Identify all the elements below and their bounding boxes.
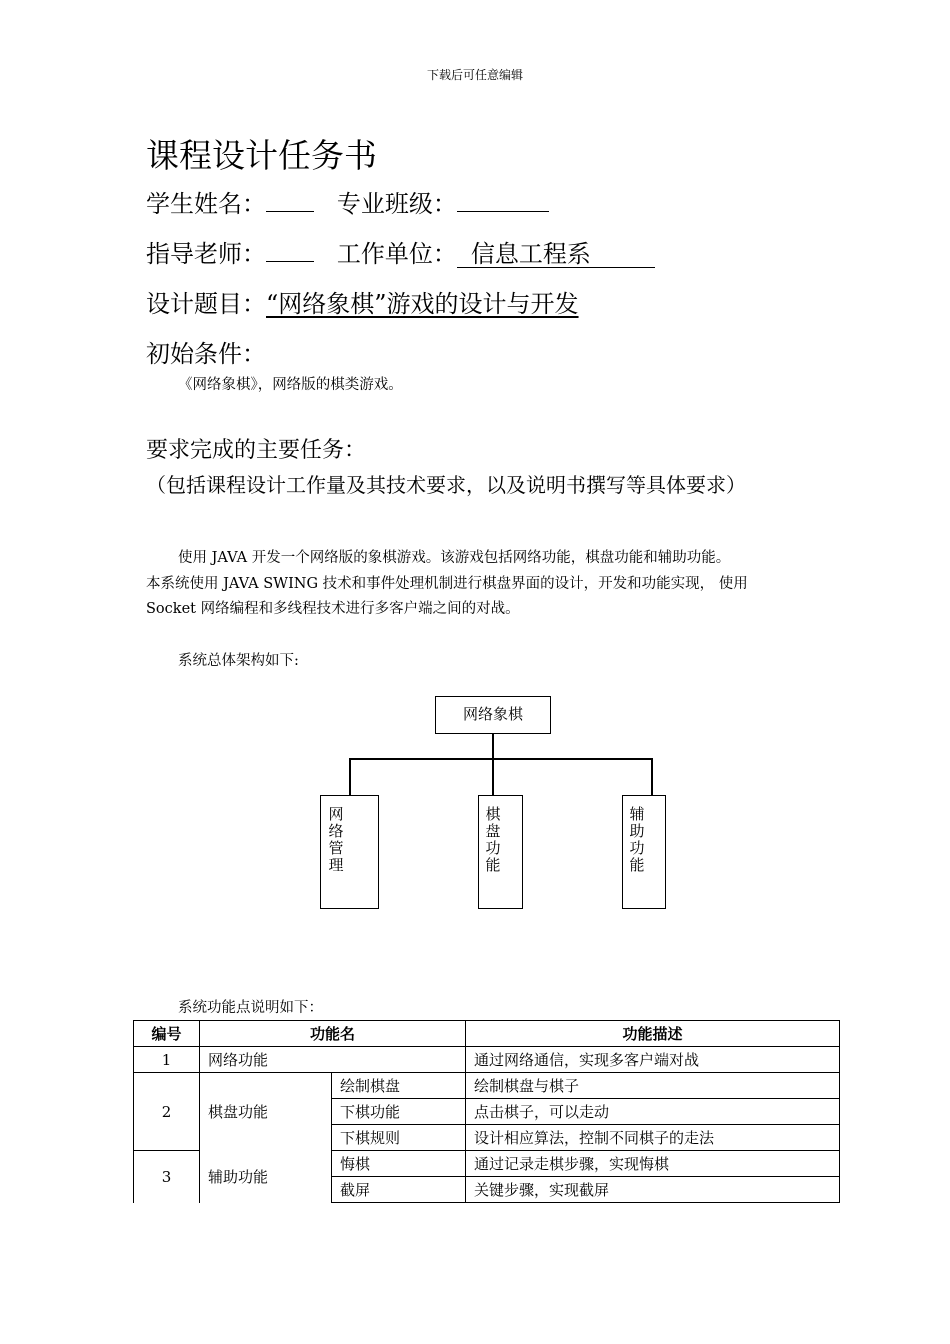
page-header: 下载后可任意编辑 bbox=[426, 68, 523, 82]
cell-number: 3 bbox=[134, 1151, 200, 1203]
diagram-child-network bbox=[320, 795, 379, 909]
student-label: 学生姓名： bbox=[146, 190, 266, 218]
cell-name: 网络功能 bbox=[200, 1047, 466, 1073]
connector-middle bbox=[492, 758, 494, 796]
cell-sub: 下棋规则 bbox=[332, 1125, 466, 1151]
topic-row bbox=[146, 284, 579, 319]
major-label: 专业班级： bbox=[336, 190, 457, 218]
topic-value: “网络象棋”游戏的设计与开发 bbox=[266, 290, 579, 318]
table-caption: 系统功能点说明如下： bbox=[178, 1000, 323, 1016]
diagram-child-aux bbox=[622, 795, 666, 909]
cell-desc: 通过网络通信，实现多客户端对战 bbox=[466, 1047, 840, 1073]
cell-desc: 关键步骤，实现截屏 bbox=[466, 1177, 840, 1203]
diagram-child-board bbox=[478, 795, 523, 909]
teacher-row bbox=[146, 234, 655, 269]
cell-number: 2 bbox=[134, 1073, 200, 1151]
tasks-heading: 要求完成的主要任务： bbox=[146, 438, 367, 463]
para1-line1: 使用 JAVA 开发一个网络版的象棋游戏。该游戏包括网络功能，棋盘功能和辅助功能。 bbox=[178, 550, 731, 566]
header-function-desc: 功能描述 bbox=[466, 1021, 840, 1047]
connector-left bbox=[349, 758, 351, 796]
cell-sub: 悔棋 bbox=[332, 1151, 466, 1177]
para1-line2: 本系统使用 JAVA SWING 技术和事件处理机制进行棋盘界面的设计，开发和功能实现， 使用 bbox=[146, 576, 748, 592]
function-table bbox=[133, 1020, 840, 1203]
page-title: 课程设计任务书 bbox=[146, 136, 377, 175]
table-row bbox=[134, 1047, 840, 1073]
cell-sub: 下棋功能 bbox=[332, 1099, 466, 1125]
cell-desc: 点击棋子，可以走动 bbox=[466, 1099, 840, 1125]
cell-name: 棋盘功能 bbox=[200, 1073, 332, 1151]
header-number: 编号 bbox=[134, 1021, 200, 1047]
para1-line3: Socket 网络编程和多线程技术进行多客户端之间的对战。 bbox=[146, 601, 520, 617]
diagram-child-board-label: 棋盘功能 bbox=[485, 805, 501, 874]
connector-horizontal bbox=[349, 758, 652, 760]
student-blank bbox=[266, 189, 314, 212]
tasks-subheading: （包括课程设计工作量及其技术要求，以及说明书撰写等具体要求） bbox=[146, 473, 746, 497]
cell-number: 1 bbox=[134, 1047, 200, 1073]
major-blank bbox=[457, 189, 549, 212]
student-row bbox=[146, 184, 549, 219]
cell-desc: 设计相应算法，控制不同棋子的走法 bbox=[466, 1125, 840, 1151]
header-function-name: 功能名 bbox=[200, 1021, 466, 1047]
cell-sub: 截屏 bbox=[332, 1177, 466, 1203]
connector-right bbox=[651, 758, 653, 796]
initial-heading: 初始条件： bbox=[146, 340, 266, 368]
unit-value: 信息工程系 bbox=[457, 241, 655, 268]
teacher-blank bbox=[266, 239, 314, 262]
cell-name: 辅助功能 bbox=[200, 1151, 332, 1203]
diagram-root-box bbox=[435, 696, 551, 734]
table-row bbox=[134, 1151, 840, 1177]
cell-desc: 绘制棋盘与棋子 bbox=[466, 1073, 840, 1099]
cell-sub: 绘制棋盘 bbox=[332, 1073, 466, 1099]
diagram-child-aux-label: 辅助功能 bbox=[629, 805, 645, 874]
cell-desc: 通过记录走棋步骤，实现悔棋 bbox=[466, 1151, 840, 1177]
connector-root-down bbox=[492, 734, 494, 759]
arch-caption: 系统总体架构如下: bbox=[178, 653, 299, 669]
table-row bbox=[134, 1073, 840, 1099]
diagram-root-label: 网络象棋 bbox=[462, 705, 523, 723]
initial-text: 《网络象棋》，网络版的棋类游戏。 bbox=[178, 377, 403, 393]
topic-label: 设计题目： bbox=[146, 290, 266, 318]
diagram-child-network-label: 网络管理 bbox=[328, 805, 344, 874]
table-header-row bbox=[134, 1021, 840, 1047]
unit-label: 工作单位： bbox=[336, 240, 457, 268]
teacher-label: 指导老师： bbox=[146, 240, 266, 268]
